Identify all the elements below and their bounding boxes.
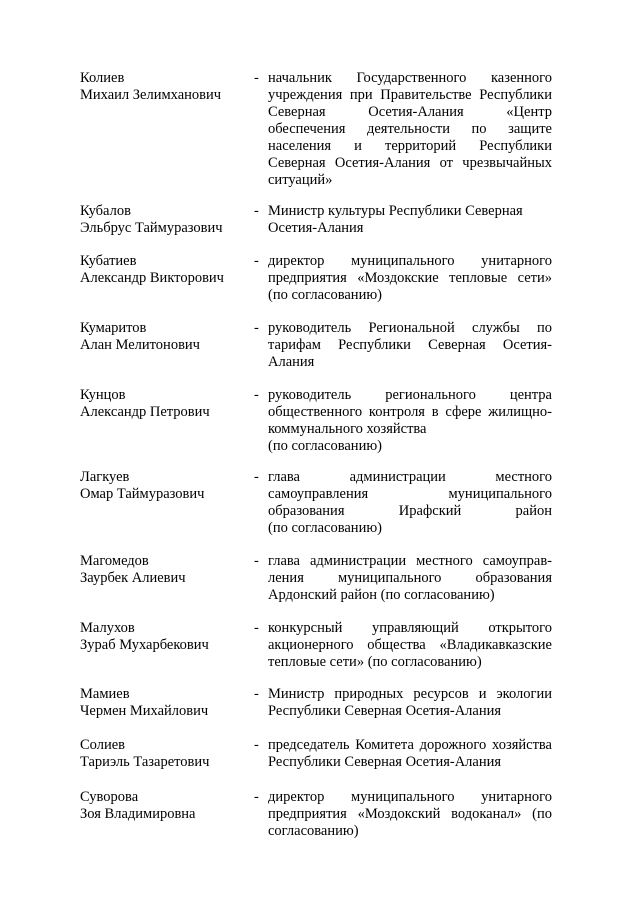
member-name [80, 686, 250, 720]
member-given-names: Александр Петрович [80, 404, 210, 420]
member-surname: Лагкуев [80, 469, 130, 485]
dash-separator: - [254, 789, 259, 805]
member-name [80, 253, 250, 287]
position-line: ситуаций» [268, 172, 333, 188]
member-position [268, 553, 552, 604]
position-line: общественного контроля в сфере жилищно- [268, 404, 552, 420]
position-line: Республики Северная Осетия-Алания [268, 703, 502, 719]
member-name [80, 789, 250, 823]
member-name [80, 320, 250, 354]
dash-separator: - [254, 686, 259, 702]
member-surname: Солиев [80, 737, 126, 753]
position-line: председатель Комитета дорожного хозяйства [268, 737, 552, 753]
member-surname: Малухов [80, 620, 135, 636]
member-given-names: Чермен Михайлович [80, 703, 209, 719]
position-line: Ардонский район (по согласованию) [268, 587, 495, 603]
member-given-names: Тариэль Тазаретович [80, 754, 210, 770]
position-line: глава администрации местного самоуправ- [268, 553, 552, 569]
member-given-names: Александр Викторович [80, 270, 224, 286]
position-line: Министр природных ресурсов и экологии [268, 686, 552, 702]
member-given-names: Заурбек Алиевич [80, 570, 186, 586]
member-surname: Кумаритов [80, 320, 147, 336]
member-given-names: Зураб Мухарбекович [80, 637, 209, 653]
position-line: (по согласованию) [268, 438, 382, 454]
member-surname: Мамиев [80, 686, 130, 702]
dash-separator: - [254, 387, 259, 403]
position-line: учреждения при Правительстве Республики [268, 87, 552, 103]
position-line: руководитель регионального центра [268, 387, 552, 403]
dash-separator: - [254, 620, 259, 636]
position-line: Алания [268, 354, 315, 370]
member-surname: Колиев [80, 70, 125, 86]
position-line: (по согласованию) [268, 287, 382, 303]
position-line: ления муниципального образования [268, 570, 552, 586]
position-line: коммунального хозяйства [268, 421, 427, 437]
position-line: предприятия «Моздокские тепловые сети» [268, 270, 552, 286]
position-line: конкурсный управляющий открытого [268, 620, 552, 636]
member-position [268, 253, 552, 304]
position-line: глава администрации местного [268, 469, 552, 485]
member-position [268, 70, 552, 189]
position-line: предприятия «Моздокский водоканал» (по [268, 806, 552, 822]
position-line: населения и территорий Республики [268, 138, 552, 154]
member-surname: Магомедов [80, 553, 149, 569]
member-surname: Кунцов [80, 387, 126, 403]
member-name [80, 469, 250, 503]
member-given-names: Михаил Зелимханович [80, 87, 222, 103]
member-position [268, 789, 552, 840]
member-position [268, 620, 552, 671]
dash-separator: - [254, 253, 259, 269]
member-name [80, 70, 250, 104]
member-position [268, 469, 552, 537]
position-line: акционерного общества «Владикавказские [268, 637, 552, 653]
position-line: тепловые сети» (по согласованию) [268, 654, 482, 670]
position-line: Северная Осетия-Алания «Центр [268, 104, 552, 120]
dash-separator: - [254, 70, 259, 86]
position-line: руководитель Региональной службы по [268, 320, 552, 336]
dash-separator: - [254, 320, 259, 336]
member-position [268, 737, 552, 771]
member-given-names: Алан Мелитонович [80, 337, 200, 353]
position-line: (по согласованию) [268, 520, 382, 536]
position-line: директор муниципального унитарного [268, 253, 552, 269]
dash-separator: - [254, 553, 259, 569]
position-line: Республики Северная Осетия-Алания [268, 754, 502, 770]
member-given-names: Зоя Владимировна [80, 806, 196, 822]
position-line: образования Ирафский район [268, 503, 552, 519]
position-line: Министр культуры Республики Северная [268, 203, 523, 219]
member-surname: Суворова [80, 789, 139, 805]
member-position [268, 387, 552, 455]
position-line: самоуправления муниципального [268, 486, 552, 502]
member-given-names: Омар Таймуразович [80, 486, 205, 502]
member-name [80, 203, 250, 237]
position-line: директор муниципального унитарного [268, 789, 552, 805]
position-line: обеспечения деятельности по защите [268, 121, 552, 137]
position-line: Осетия-Алания [268, 220, 364, 236]
position-line: согласованию) [268, 823, 359, 839]
member-given-names: Эльбрус Таймуразович [80, 220, 223, 236]
dash-separator: - [254, 469, 259, 485]
position-line: начальник Государственного казенного [268, 70, 552, 86]
member-position [268, 686, 552, 720]
member-name [80, 387, 250, 421]
position-line: тарифам Республики Северная Осетия- [268, 337, 552, 353]
member-name [80, 620, 250, 654]
member-surname: Кубалов [80, 203, 131, 219]
dash-separator: - [254, 737, 259, 753]
member-name [80, 553, 250, 587]
position-line: Северная Осетия-Алания от чрезвычайных [268, 155, 552, 171]
member-surname: Кубатиев [80, 253, 137, 269]
member-position [268, 203, 552, 237]
dash-separator: - [254, 203, 259, 219]
member-name [80, 737, 250, 771]
member-position [268, 320, 552, 371]
